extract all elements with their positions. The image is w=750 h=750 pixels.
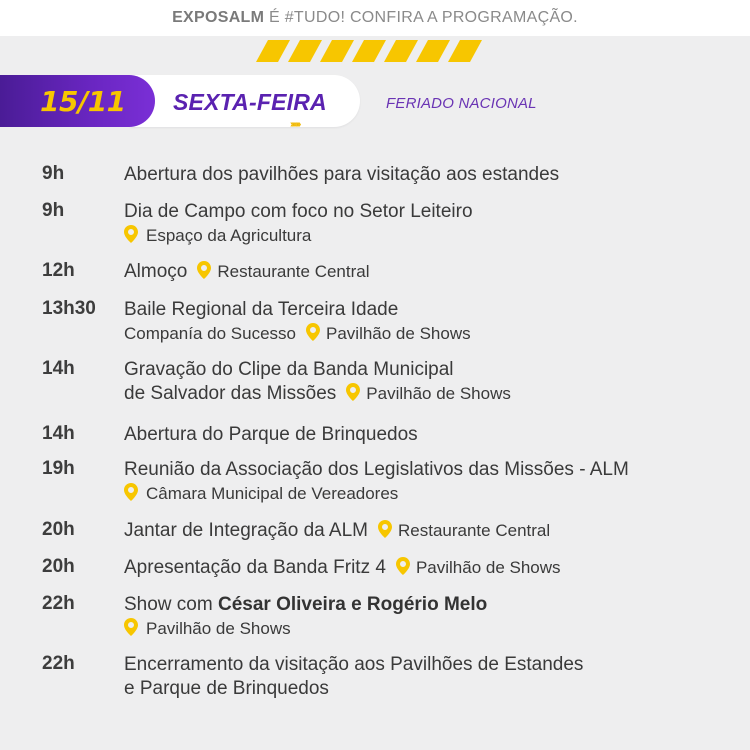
event-text: Show com bbox=[124, 594, 218, 615]
event-details bbox=[124, 163, 559, 187]
event-time: 20h bbox=[42, 519, 75, 540]
event-time: 22h bbox=[42, 653, 75, 674]
event-location: Restaurante Central bbox=[398, 521, 551, 540]
event-location: Restaurante Central bbox=[217, 262, 370, 281]
stripe-decoration bbox=[256, 40, 496, 62]
event-location-line bbox=[124, 224, 473, 248]
location-pin-icon bbox=[346, 383, 360, 401]
event-title bbox=[124, 298, 471, 322]
event-location: Espaço da Agricultura bbox=[146, 226, 312, 245]
event-title bbox=[124, 556, 561, 580]
location-pin-icon bbox=[306, 323, 320, 341]
event-title bbox=[124, 200, 473, 224]
event-time: 14h bbox=[42, 423, 75, 444]
event-artist: César Oliveira e Rogério Melo bbox=[217, 594, 488, 615]
event-text: Encerramento da visitação aos Pavilhões de Estandes bbox=[124, 654, 584, 675]
event-time: 9h bbox=[42, 200, 65, 221]
event-text: Baile Regional da Terceira Idade bbox=[124, 299, 399, 320]
event-text: Abertura do Parque de Brinquedos bbox=[124, 424, 418, 445]
event-location: Pavilhão de Shows bbox=[415, 558, 561, 577]
day-label: SEXTA-FEIRA bbox=[173, 89, 327, 115]
event-time: 19h bbox=[42, 458, 75, 479]
header-tagline: É #TUDO! CONFIRA A PROGRAMAÇÃO. bbox=[264, 9, 578, 26]
date-banner bbox=[0, 75, 750, 135]
event-location-line bbox=[124, 617, 487, 641]
event-text: Reunião da Associação dos Legislativos das Missões - ALM bbox=[124, 459, 629, 480]
event-title bbox=[124, 163, 559, 187]
event-title bbox=[124, 423, 418, 447]
event-text: Dia de Campo com foco no Setor Leiteiro bbox=[124, 201, 473, 222]
location-pin-icon bbox=[396, 557, 410, 575]
event-time: 13h30 bbox=[42, 298, 96, 319]
event-title bbox=[124, 382, 511, 406]
event-location: Pavilhão de Shows bbox=[366, 384, 511, 403]
event-time: 20h bbox=[42, 556, 75, 577]
event-time: 14h bbox=[42, 358, 75, 379]
event-details bbox=[124, 423, 418, 447]
event-title bbox=[124, 458, 629, 482]
event-details bbox=[124, 593, 487, 641]
event-text: Abertura dos pavilhões para visitação aos estandes bbox=[124, 164, 560, 185]
holiday-label: FERIADO NACIONAL bbox=[386, 95, 537, 112]
date-pill bbox=[0, 75, 155, 127]
event-location: Câmara Municipal de Vereadores bbox=[146, 484, 399, 503]
date-label: 15/11 bbox=[40, 85, 126, 118]
event-location: Pavilhão de Shows bbox=[146, 619, 291, 638]
event-title bbox=[124, 260, 370, 284]
event-details bbox=[124, 298, 471, 346]
top-bar bbox=[0, 0, 750, 36]
location-pin-icon bbox=[124, 618, 138, 636]
location-pin-icon bbox=[124, 483, 138, 501]
event-performer: Companía do Sucesso bbox=[124, 324, 296, 343]
event-details bbox=[124, 519, 550, 543]
chevrons-icon: ››››››› bbox=[290, 119, 300, 130]
event-text: Almoço bbox=[124, 261, 188, 282]
event-details bbox=[124, 458, 629, 506]
event-text: e Parque de Brinquedos bbox=[124, 678, 329, 699]
event-details bbox=[124, 260, 370, 284]
event-time: 12h bbox=[42, 260, 75, 281]
location-pin-icon bbox=[197, 261, 211, 279]
brand-name: EXPOSALM bbox=[172, 9, 265, 26]
header-text bbox=[172, 9, 578, 27]
event-title bbox=[124, 677, 583, 701]
event-details bbox=[124, 556, 561, 580]
event-title bbox=[124, 519, 550, 543]
event-text: Apresentação da Banda Fritz 4 bbox=[124, 557, 386, 578]
event-text: Jantar de Integração da ALM bbox=[124, 520, 368, 541]
event-time: 9h bbox=[42, 163, 65, 184]
event-text: de Salvador das Missões bbox=[124, 383, 337, 404]
location-pin-icon bbox=[378, 520, 392, 538]
event-location-line bbox=[124, 482, 629, 506]
event-title bbox=[124, 653, 583, 677]
event-details bbox=[124, 358, 511, 406]
event-text: Gravação do Clipe da Banda Municipal bbox=[124, 359, 454, 380]
event-details bbox=[124, 653, 583, 701]
event-details bbox=[124, 200, 473, 248]
event-time: 22h bbox=[42, 593, 75, 614]
event-title bbox=[124, 593, 487, 617]
event-subtitle bbox=[124, 322, 471, 346]
event-title bbox=[124, 358, 511, 382]
event-location: Pavilhão de Shows bbox=[326, 324, 471, 343]
location-pin-icon bbox=[124, 225, 138, 243]
day-pill bbox=[130, 75, 360, 127]
